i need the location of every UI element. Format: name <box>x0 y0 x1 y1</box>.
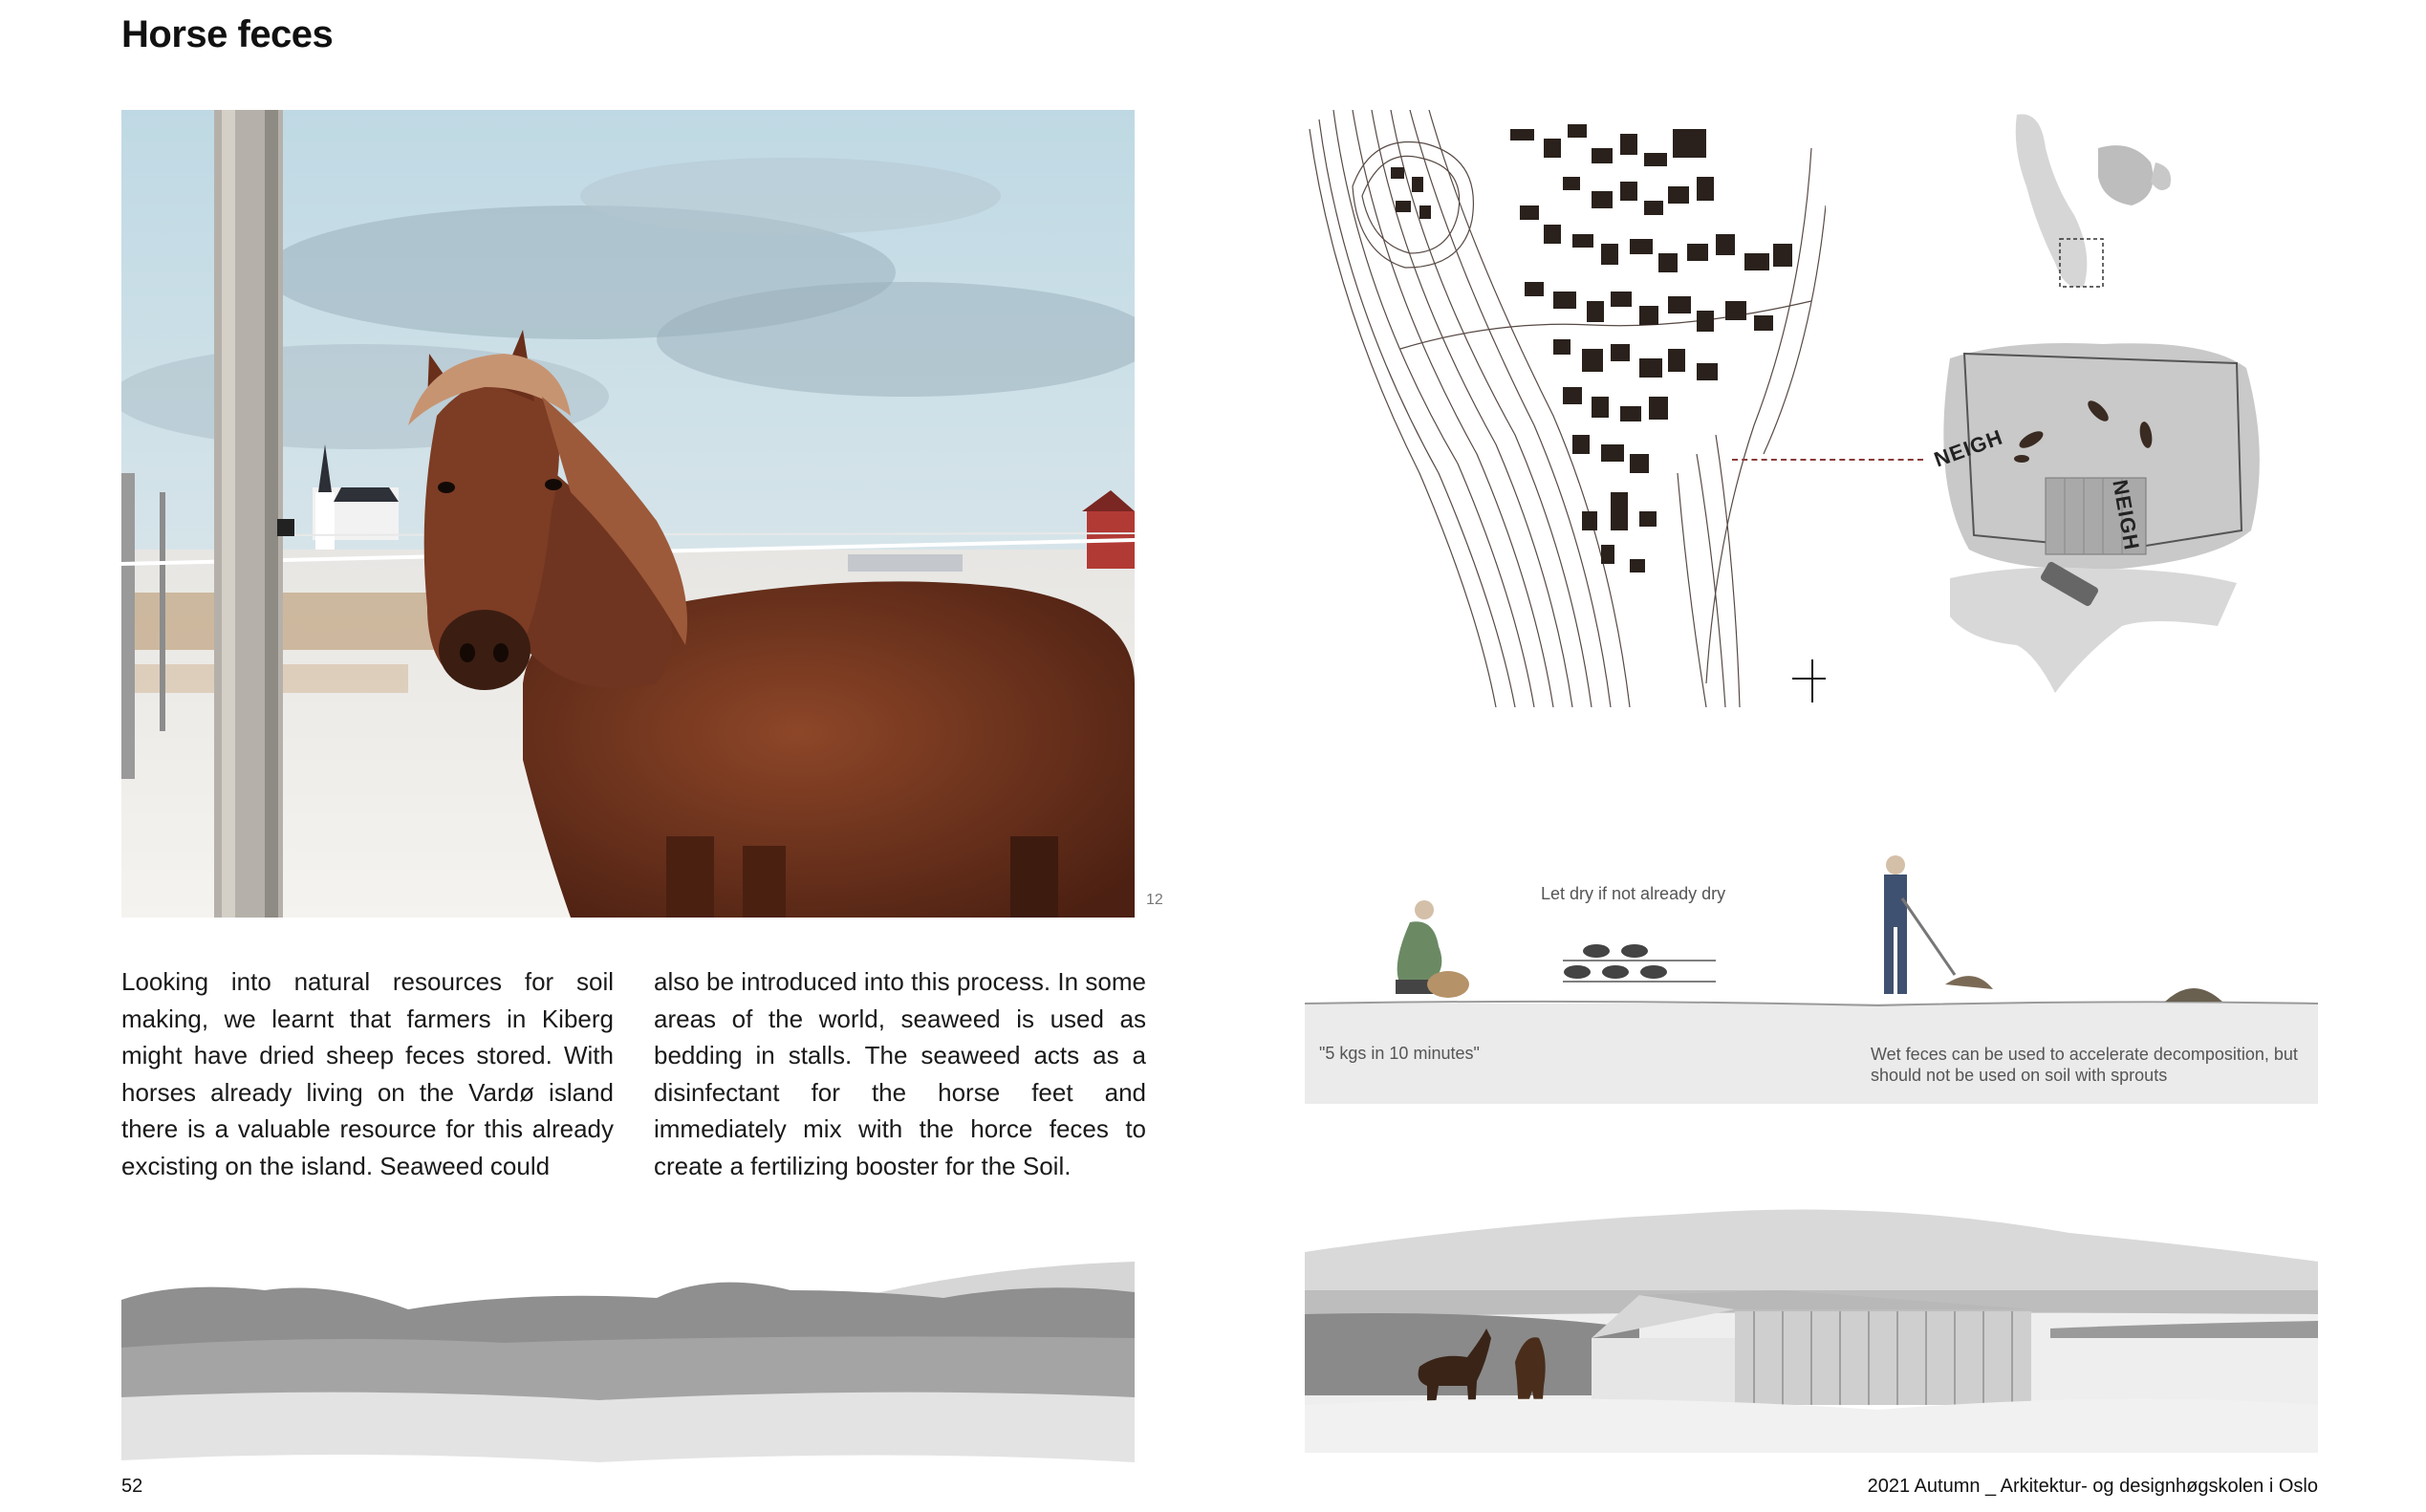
footer-text: 2021 Autumn _ Arkitektur- og designhøgskolen i Oslo <box>1867 1476 2318 1497</box>
body-text-column-2: also be introduced into this process. In some areas of the world, seaweed is used as bedding in stalls. The seaweed acts as a disinfectant for the horse feet and immediately mix with the horce feces to create a fertilizing booster for the Soil. <box>654 967 1146 1180</box>
photo-number: 12 <box>1146 892 1163 908</box>
neigh-label-left: NEIGH <box>1931 424 2006 472</box>
page-title: Horse feces <box>121 13 334 55</box>
map-leader-line <box>1732 459 1923 461</box>
diagram-label-wet: Wet feces can be used to accelerate decomposition, but should not be used on soil with sprouts <box>1871 1045 2298 1085</box>
landscape-illustration-left <box>121 1242 1135 1462</box>
diagram-label-dry: Let dry if not already dry <box>1541 884 1726 903</box>
locator-map <box>2007 110 2199 301</box>
neigh-label-right: NEIGH <box>2108 478 2144 552</box>
page-number: 52 <box>121 1476 143 1497</box>
diagram-label-kgs: "5 kgs in 10 minutes" <box>1319 1044 1480 1063</box>
site-map <box>1305 110 1826 707</box>
landscape-illustration-right <box>1305 1195 2318 1453</box>
horse-photo <box>121 110 1135 918</box>
body-text-column-1: Looking into natural resources for soil making, we learnt that farmers in Kiberg might have dried sheep feces stored. With horses already living on the Vardø island there is a valuable resource for this already excisting on the island. Seaweed could <box>121 967 614 1180</box>
paddock-illustration <box>1931 339 2265 702</box>
